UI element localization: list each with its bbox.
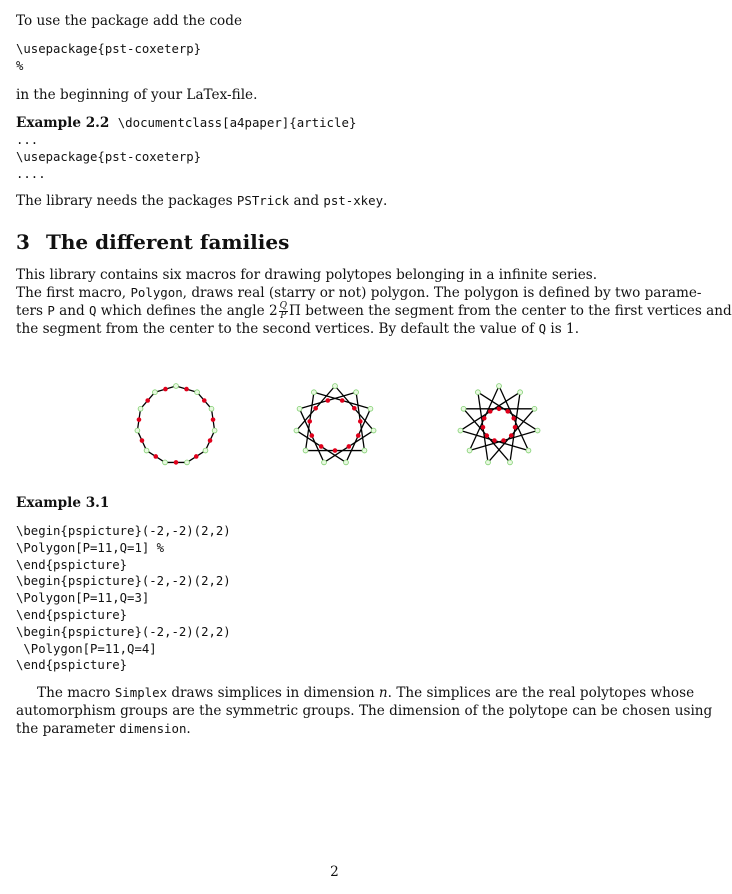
- para1-line4: [16, 320, 579, 338]
- param-q-default: Q: [538, 321, 547, 336]
- edge-midpoint: [202, 398, 207, 403]
- para1-line3-mid: which defines the angle 2: [96, 303, 278, 319]
- edge-midpoint: [326, 398, 331, 403]
- polygon-vertex: [138, 406, 143, 411]
- intro-after-text: in the beginning of your LaTex-file.: [16, 87, 258, 103]
- edge-midpoint: [505, 409, 510, 414]
- polygon-figure-11-3: [294, 384, 376, 465]
- pi-symbol: Π: [289, 303, 301, 319]
- polygon-vertex: [163, 460, 168, 465]
- pkg-pstricks: PSTrick: [236, 193, 290, 208]
- polygon-vertex: [461, 406, 466, 411]
- polygon-vertex: [532, 406, 537, 411]
- para1-line3-and: and: [54, 303, 89, 319]
- example-2-2-code: ... \usepackage{pst-coxeterp} ....: [16, 133, 202, 181]
- usepackage-code: \usepackage{pst-coxeterp} %: [16, 42, 202, 73]
- para2-line1: [37, 684, 694, 702]
- edge-midpoint: [211, 417, 216, 422]
- polygon-vertex: [294, 428, 299, 433]
- simplex-macro-name: Simplex: [114, 685, 168, 700]
- polygon-vertex: [354, 390, 359, 395]
- polygon-vertex: [174, 384, 179, 389]
- polygon-macro-name: Polygon: [130, 285, 183, 300]
- library-needs-text: [16, 192, 387, 210]
- edge-midpoint: [153, 454, 158, 459]
- para2-line1-post: . The simplices are the real polytopes whose: [387, 685, 695, 701]
- edge-midpoint: [163, 387, 168, 392]
- para2-line3-pre: the parameter: [16, 721, 120, 737]
- edge-midpoint: [140, 438, 145, 443]
- example-2-2-line: [16, 114, 356, 132]
- fraction-denominator: P: [280, 311, 287, 321]
- polygon-vertex: [371, 428, 376, 433]
- example-2-2-first-code: \documentclass[a4paper]{article}: [117, 115, 357, 130]
- para1-line4-post: is 1.: [546, 321, 580, 337]
- polygon-vertex: [333, 384, 338, 389]
- library-needs-pre: The library needs the packages: [16, 193, 237, 209]
- example-3-1-label: Example 3.1: [16, 495, 110, 511]
- polygon-vertex: [144, 448, 149, 453]
- pkg-pst-xkey: pst-xkey: [323, 193, 384, 208]
- polygon-figure-11-1: [135, 384, 217, 465]
- section-title: The different families: [46, 230, 290, 254]
- fraction-numerator: Q: [279, 301, 288, 311]
- edge-midpoint: [145, 398, 150, 403]
- polygon-vertex: [344, 460, 349, 465]
- edge-midpoint: [313, 406, 318, 411]
- polygon-vertex: [467, 448, 472, 453]
- para2-line3-post: .: [186, 721, 191, 737]
- edge-midpoint: [333, 448, 338, 453]
- library-needs-mid: and: [289, 193, 324, 209]
- para2-line2: automorphism groups are the symmetric groups. The dimension of the polytope can be chosen using: [16, 703, 713, 719]
- edge-midpoint: [309, 433, 314, 438]
- para2-line3: [16, 720, 191, 738]
- edge-midpoint: [137, 417, 142, 422]
- polygon-vertex: [195, 390, 200, 395]
- edge-midpoint: [319, 444, 324, 449]
- param-q: Q: [89, 303, 97, 318]
- library-needs-post: .: [383, 193, 388, 209]
- polygon-vertex: [458, 428, 463, 433]
- para1-line3-post: between the segment from the center to the first vertices and: [300, 303, 732, 319]
- polygon-vertex: [297, 406, 302, 411]
- polygon-vertex: [368, 406, 373, 411]
- edge-midpoint: [352, 406, 357, 411]
- edge-midpoint: [184, 387, 189, 392]
- polygon-vertex: [508, 460, 513, 465]
- edge-midpoint: [208, 438, 213, 443]
- para1-line3: [16, 302, 732, 321]
- polygon-vertex: [203, 448, 208, 453]
- polygon-figure-11-4: [458, 384, 540, 465]
- edge-midpoint: [488, 409, 493, 414]
- para1-line1: This library contains six macros for drawing polytopes belonging in a infinite series.: [16, 267, 598, 283]
- polygon-vertex: [322, 460, 327, 465]
- edge-midpoint: [484, 433, 489, 438]
- intro-text: To use the package add the code: [16, 13, 242, 29]
- polygon-vertex: [526, 448, 531, 453]
- polygon-vertex: [303, 448, 308, 453]
- edge-midpoint: [347, 444, 352, 449]
- edge-midpoint: [358, 419, 363, 424]
- para1-line2-post: , draws real (starry or not) polygon. The polygon is defined by two parame-: [182, 285, 702, 301]
- para1-line3-pre: ters: [16, 303, 48, 319]
- polygon-vertex: [209, 406, 214, 411]
- page-number: 2: [330, 864, 339, 880]
- example-2-2-label: Example 2.2: [16, 115, 110, 131]
- edge-midpoint: [174, 460, 179, 465]
- polygon-vertex: [212, 428, 217, 433]
- para1-line4-pre: the segment from the center to the second vertices. By default the value of: [16, 321, 539, 337]
- polygon-vertex: [312, 390, 317, 395]
- edge-midpoint: [307, 419, 312, 424]
- angle-fraction: [279, 302, 288, 321]
- section-number: 3: [16, 230, 30, 254]
- edge-midpoint: [194, 454, 199, 459]
- polygon-vertex: [486, 460, 491, 465]
- dimension-param: dimension: [119, 721, 187, 736]
- param-p: P: [47, 303, 55, 318]
- polygon-vertex: [362, 448, 367, 453]
- para2-line1-mid: draws simplices in dimension: [167, 685, 379, 701]
- polygon-vertex: [497, 384, 502, 389]
- section-heading: [16, 230, 289, 254]
- polygon-figures: [0, 380, 669, 480]
- edge-midpoint: [356, 433, 361, 438]
- polygon-vertex: [185, 460, 190, 465]
- edge-midpoint: [340, 398, 345, 403]
- polygon-vertex: [135, 428, 140, 433]
- dimension-n: n: [378, 685, 388, 701]
- polygon-vertex: [476, 390, 481, 395]
- polygon-vertex: [153, 390, 158, 395]
- polygon-vertex: [535, 428, 540, 433]
- polygon-vertex: [518, 390, 523, 395]
- para2-line1-pre: The macro: [37, 685, 115, 701]
- para1-line2: [16, 284, 702, 302]
- example-3-1-code: \begin{pspicture}(-2,-2)(2,2) \Polygon[P=11,Q=1] % \end{pspicture} \begin{pspicture}(-2,-2)(2,2) \Polygon[P=11,Q=3] \end{pspicture} \begin{pspicture}(-2,-2)(2,2) \Polygon[P=11,Q=4] \end{pspicture}: [16, 524, 231, 673]
- para1-line2-pre: The first macro,: [16, 285, 131, 301]
